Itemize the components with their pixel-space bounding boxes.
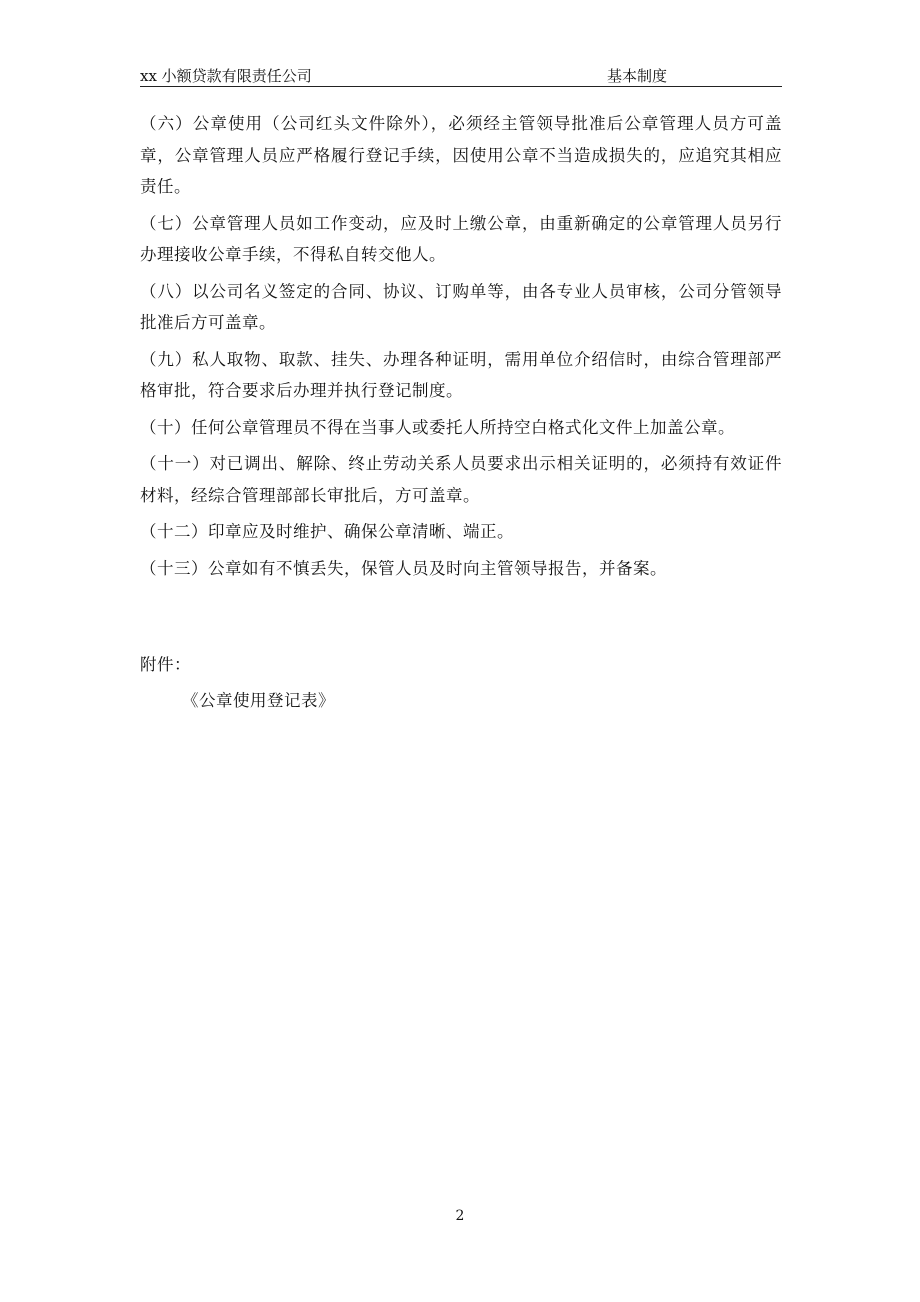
clause-6: （六）公章使用（公司红头文件除外），必须经主管领导批准后公章管理人员方可盖章，公章管理人员应严格履行登记手续，因使用公章不当造成损失的，应追究其相应责任。 (140, 114, 782, 196)
header-document-type: 基本制度 (607, 67, 668, 85)
clause-8: （八）以公司名义签定的合同、协议、订购单等，由各专业人员审核，公司分管领导批准后方可盖章。 (140, 281, 782, 332)
page-header (140, 66, 782, 87)
clause-9: （九）私人取物、取款、挂失、办理各种证明，需用单位介绍信时，由综合管理部严格审批，符合要求后办理并执行登记制度。 (140, 349, 782, 400)
attachment-label: 附件： (140, 655, 191, 674)
page-number: 2 (455, 1208, 465, 1224)
document-body (140, 108, 782, 589)
clause-11: （十一）对已调出、解除、终止劳动关系人员要求出示相关证明的，必须持有效证件材料，经综合管理部部长审批后，方可盖章。 (140, 454, 782, 505)
clause-7: （七）公章管理人员如工作变动，应及时上缴公章，由重新确定的公章管理人员另行办理接收公章手续，不得私自转交他人。 (140, 213, 782, 264)
clause-12: （十二）印章应及时维护、确保公章清晰、端正。 (140, 522, 514, 541)
attachment-section (140, 649, 782, 717)
attachment-item: 《公章使用登记表》 (182, 691, 335, 710)
clause-10: （十）任何公章管理员不得在当事人或委托人所持空白格式化文件上加盖公章。 (140, 417, 735, 437)
header-company-name: xx 小额贷款有限责任公司 (140, 67, 312, 85)
clause-13: （十三）公章如有不慎丢失，保管人员及时向主管领导报告，并备案。 (140, 558, 667, 578)
